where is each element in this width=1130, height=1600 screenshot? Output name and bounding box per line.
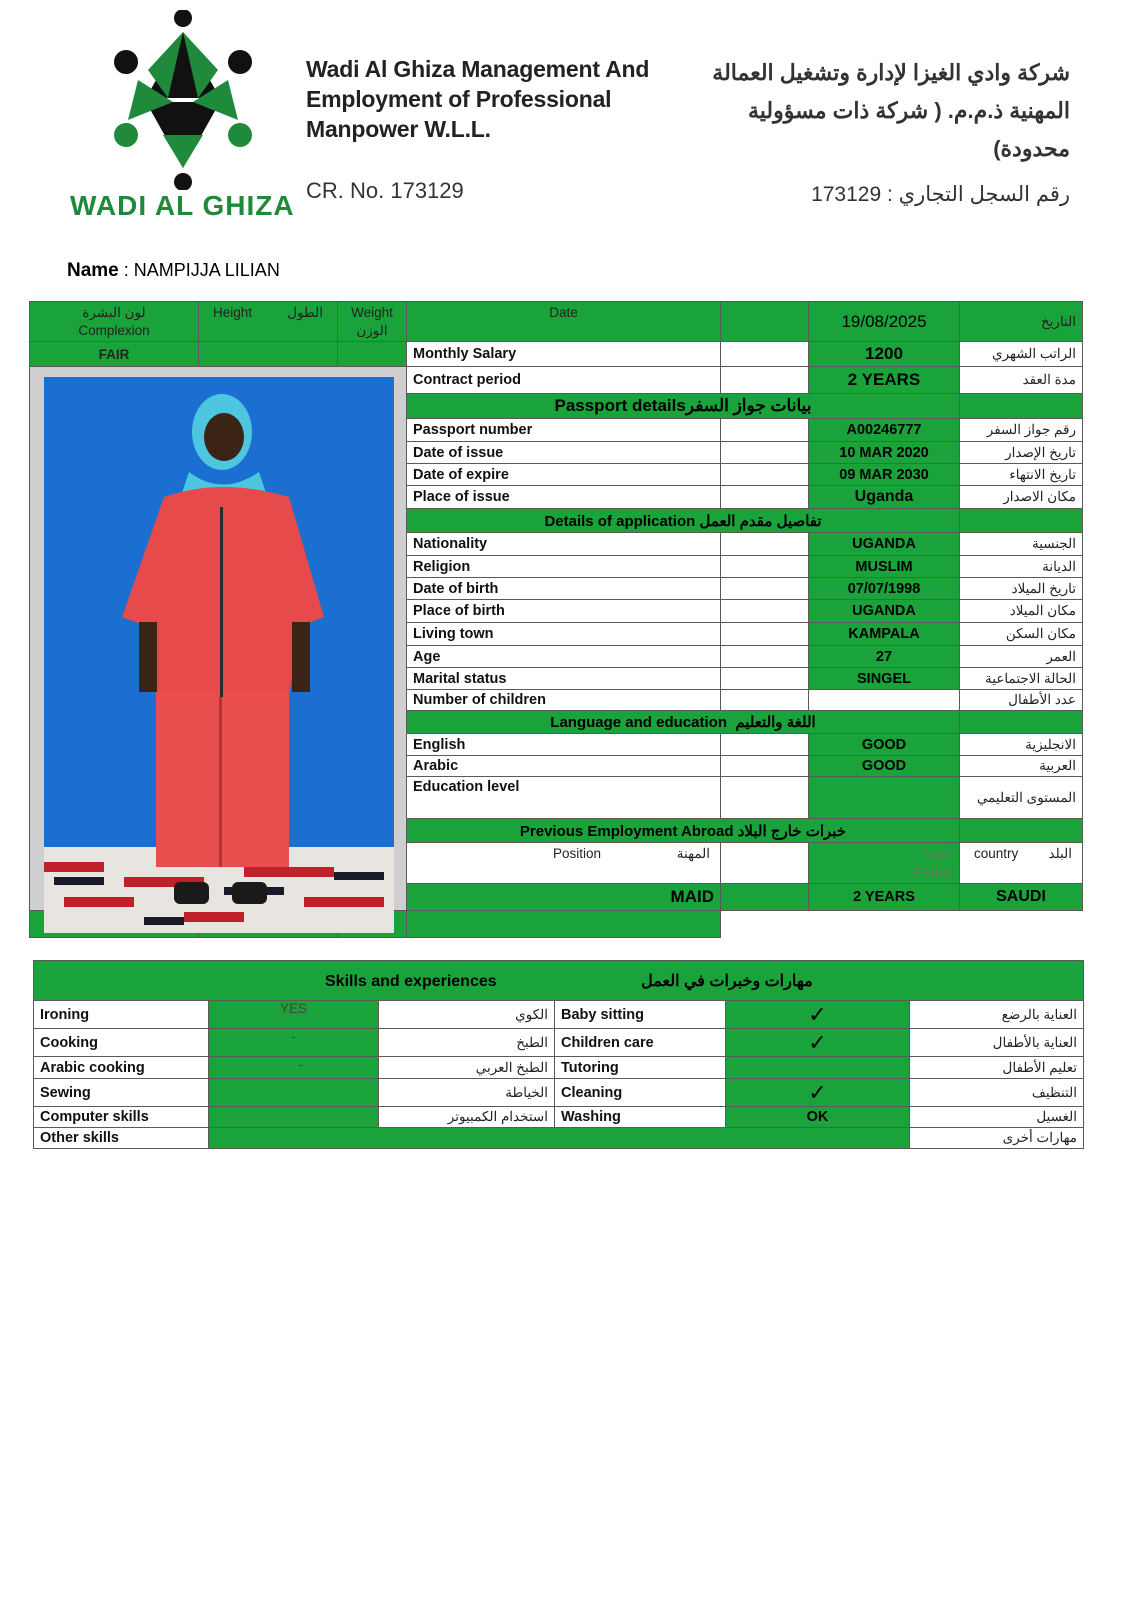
expire-date-spacer (721, 464, 809, 486)
skill-computer: Computer skills (34, 1107, 209, 1128)
height-value (199, 342, 338, 367)
contract-label: Contract period (407, 367, 721, 394)
country-value: SAUDI (960, 884, 1083, 911)
pob-value: UGANDA (809, 600, 960, 623)
salary-ar: الراتب الشهري (960, 342, 1083, 367)
application-section-title (407, 509, 960, 533)
cr-number-en: CR. No. 173129 (306, 178, 464, 203)
skill-computer-ar: استخدام الكمبيوتر (379, 1107, 555, 1128)
weight-value (338, 342, 407, 367)
complexion-value: FAIR (30, 342, 199, 367)
skills-table (33, 960, 1084, 1149)
skill-other-value (209, 1128, 910, 1149)
dob-label: Date of birth (407, 578, 721, 600)
application-section-spacer (960, 509, 1083, 533)
dob-ar: تاريخ الميلاد (960, 578, 1083, 600)
skill-ironing: Ironing (34, 1001, 209, 1029)
skill-ironing-ar: الكوي (379, 1001, 555, 1029)
nationality-label: Nationality (407, 533, 721, 556)
skill-tutoring: Tutoring (555, 1057, 726, 1079)
language-section-spacer (960, 711, 1083, 734)
date-value: 19/08/2025 (809, 302, 960, 342)
pob-spacer (721, 600, 809, 623)
employment-section-ar: خبرات خارج البلاد (737, 822, 847, 840)
complexion-header-en: Complexion (78, 323, 150, 338)
skill-washing: Washing (555, 1107, 726, 1128)
company-name-en-line1: Wadi Al Ghiza Management And (306, 56, 650, 82)
skill-arabic-cooking: Arabic cooking (34, 1057, 209, 1079)
application-section-ar: تفاصيل مقدم العمل (699, 512, 822, 530)
passport-section-en: Passport details (554, 396, 686, 415)
passport-section-title (407, 394, 960, 419)
skill-babysitting: Baby sitting (555, 1001, 726, 1029)
skill-arabic-cooking-ar: الطبخ العربي (379, 1057, 555, 1079)
skill-washing-ar: الغسيل (910, 1107, 1084, 1128)
company-name-en (306, 54, 649, 144)
expire-date-ar: تاريخ الانتهاء (960, 464, 1083, 486)
skill-cooking: Cooking (34, 1029, 209, 1057)
company-name-en-line2: Employment of Professional (306, 86, 612, 112)
name-label: Name (67, 260, 119, 281)
expire-date-label: Date of expire (407, 464, 721, 486)
company-name-ar (710, 54, 1070, 168)
skill-tutoring-value (726, 1057, 910, 1079)
arabic-ar: العربية (960, 756, 1083, 777)
weight-header (338, 302, 407, 342)
skills-title-ar: مهارات وخبرات في العمل (641, 972, 813, 990)
language-section-ar: اللغة والتعليم (735, 714, 816, 731)
skill-childcare: Children care (555, 1029, 726, 1057)
arabic-spacer (721, 756, 809, 777)
education-value (809, 777, 960, 819)
contract-ar: مدة العقد (960, 367, 1083, 394)
english-spacer (721, 734, 809, 756)
arabic-value: GOOD (809, 756, 960, 777)
issue-date-spacer (721, 442, 809, 464)
nationality-ar: الجنسية (960, 533, 1083, 556)
weight-header-en: Weight (351, 305, 393, 320)
position-value: MAID (407, 884, 721, 911)
skills-title-en: Skills and experiences (325, 972, 497, 990)
skill-cleaning-value: ✓ (726, 1079, 910, 1107)
issue-date-label: Date of issue (407, 442, 721, 464)
skill-sewing-ar: الخياطة (379, 1079, 555, 1107)
passport-number-value: A00246777 (809, 419, 960, 442)
weight-header-ar: الوزن (356, 323, 388, 338)
date-ar: التاريخ (960, 302, 1083, 342)
skill-babysitting-ar: العناية بالرضع (910, 1001, 1084, 1029)
place-issue-value: Uganda (809, 486, 960, 509)
company-name-ar-line1: شركة وادي الغيزا لإدارة وتشغيل العمالة (712, 60, 1070, 85)
english-value: GOOD (809, 734, 960, 756)
passport-number-ar: رقم جواز السفر (960, 419, 1083, 442)
company-name-en-line3: Manpower W.L.L. (306, 116, 491, 142)
skills-title (34, 961, 1084, 1001)
height-header-ar: الطول (287, 305, 323, 320)
passport-number-label: Passport number (407, 419, 721, 442)
position-header-ar: المهنة (676, 846, 710, 861)
cr-number-ar: رقم السجل التجاري : 173129 (811, 183, 1070, 206)
empty-row-4 (407, 911, 721, 938)
issue-date-ar: تاريخ الإصدار (960, 442, 1083, 464)
religion-label: Religion (407, 556, 721, 578)
education-label: Education level (407, 777, 721, 819)
dob-value: 07/07/1998 (809, 578, 960, 600)
height-header (199, 302, 338, 342)
skill-childcare-ar: العناية بالأطفال (910, 1029, 1084, 1057)
skill-sewing-value (209, 1079, 379, 1107)
country-header-ar: البلد (1048, 846, 1072, 861)
age-label: Age (407, 646, 721, 668)
position-value-spacer (721, 884, 809, 911)
contract-value: 2 YEARS (809, 367, 960, 394)
employment-section-title (407, 819, 960, 843)
name-value: NAMPIJJA LILIAN (133, 260, 280, 280)
english-ar: الانجليزية (960, 734, 1083, 756)
logo-text: WADI AL GHIZA (70, 190, 295, 221)
skill-childcare-value: ✓ (726, 1029, 910, 1057)
period-header (809, 843, 960, 884)
country-header-en: country (974, 846, 1019, 861)
marital-ar: الحالة الاجتماعية (960, 668, 1083, 690)
pob-ar: مكان الميلاد (960, 600, 1083, 623)
religion-ar: الديانة (960, 556, 1083, 578)
country-header (960, 843, 1083, 884)
expire-date-value: 09 MAR 2030 (809, 464, 960, 486)
place-issue-label: Place of issue (407, 486, 721, 509)
company-logo (108, 10, 258, 190)
education-spacer (721, 777, 809, 819)
period-header-en: Period (913, 865, 953, 880)
date-label: Date (407, 302, 721, 342)
skill-cooking-ar: الطبخ (379, 1029, 555, 1057)
candidate-photo (44, 377, 394, 933)
position-header-en: Position (553, 846, 602, 861)
children-spacer (721, 690, 809, 711)
passport-section-ar: بيانات جواز السفر (685, 396, 812, 415)
skill-tutoring-ar: تعليم الأطفال (910, 1057, 1084, 1079)
skill-other-ar: مهارات أخرى (910, 1128, 1084, 1149)
marital-label: Marital status (407, 668, 721, 690)
living-town-ar: مكان السكن (960, 623, 1083, 646)
position-header (407, 843, 721, 884)
issue-date-value: 10 MAR 2020 (809, 442, 960, 464)
skill-arabic-cooking-value: - (209, 1057, 379, 1079)
employment-section-en: Previous Employment Abroad (519, 822, 734, 840)
nationality-value: UGANDA (809, 533, 960, 556)
religion-spacer (721, 556, 809, 578)
dob-spacer (721, 578, 809, 600)
living-town-value: KAMPALA (809, 623, 960, 646)
skill-ironing-value: YES (209, 1001, 379, 1029)
skill-cooking-value: - (209, 1029, 379, 1057)
passport-section-spacer (960, 394, 1083, 419)
place-issue-ar: مكان الاصدار (960, 486, 1083, 509)
english-label: English (407, 734, 721, 756)
date-spacer (721, 302, 809, 342)
pob-label: Place of birth (407, 600, 721, 623)
skill-cleaning: Cleaning (555, 1079, 726, 1107)
complexion-header-ar: لون البشرة (82, 305, 146, 320)
language-section-title (407, 711, 960, 734)
age-ar: العمر (960, 646, 1083, 668)
skill-washing-value: OK (726, 1107, 910, 1128)
nationality-spacer (721, 533, 809, 556)
employment-section-spacer (960, 819, 1083, 843)
skill-computer-value (209, 1107, 379, 1128)
salary-value: 1200 (809, 342, 960, 367)
skill-sewing: Sewing (34, 1079, 209, 1107)
language-section-en: Language and education (550, 714, 727, 731)
contract-spacer (721, 367, 809, 394)
children-label: Number of children (407, 690, 721, 711)
company-name-ar-line3: محدودة) (993, 136, 1070, 161)
position-header-spacer (721, 843, 809, 884)
education-ar: المستوى التعليمي (960, 777, 1083, 819)
children-value (809, 690, 960, 711)
period-value: 2 YEARS (809, 884, 960, 911)
candidate-name: Name : NAMPIJJA LILIAN (67, 260, 280, 281)
period-header-ar: المدة (923, 845, 953, 860)
skill-babysitting-value: ✓ (726, 1001, 910, 1029)
passport-number-spacer (721, 419, 809, 442)
company-name-ar-line2: المهنية ذ.م.م. ( شركة ذات مسؤولية (747, 98, 1070, 123)
height-header-en: Height (213, 305, 253, 320)
arabic-label: Arabic (407, 756, 721, 777)
children-ar: عدد الأطفال (960, 690, 1083, 711)
place-issue-spacer (721, 486, 809, 509)
living-town-label: Living town (407, 623, 721, 646)
living-town-spacer (721, 623, 809, 646)
skill-other: Other skills (34, 1128, 209, 1149)
religion-value: MUSLIM (809, 556, 960, 578)
marital-spacer (721, 668, 809, 690)
application-section-en: Details of application (544, 512, 696, 530)
marital-value: SINGEL (809, 668, 960, 690)
complexion-header (30, 302, 199, 342)
skill-cleaning-ar: التنظيف (910, 1079, 1084, 1107)
age-value: 27 (809, 646, 960, 668)
salary-spacer (721, 342, 809, 367)
salary-label: Monthly Salary (407, 342, 721, 367)
age-spacer (721, 646, 809, 668)
